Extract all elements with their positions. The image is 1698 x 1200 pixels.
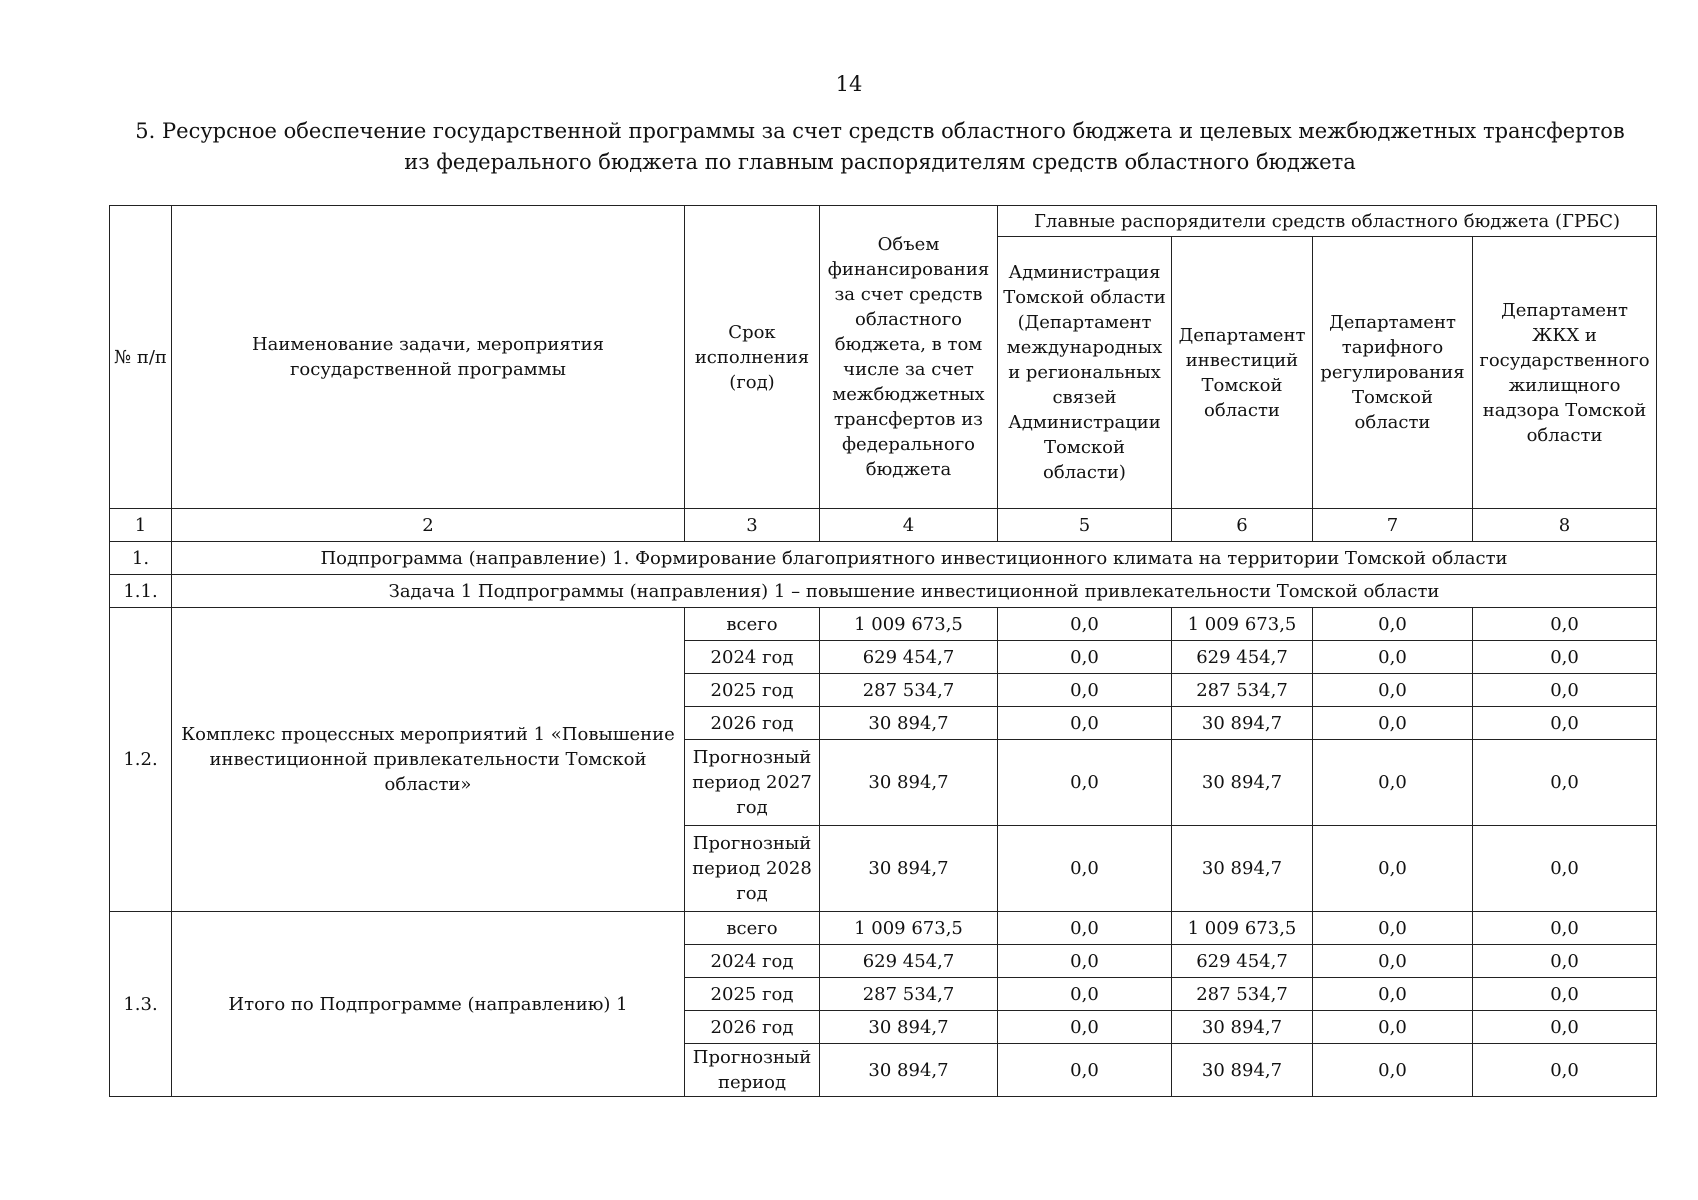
zhkh-cell: 0,0 bbox=[1473, 641, 1657, 674]
volume-cell: 287 534,7 bbox=[820, 978, 998, 1011]
admin-cell: 0,0 bbox=[998, 1044, 1172, 1097]
admin-cell: 0,0 bbox=[998, 707, 1172, 740]
zhkh-cell: 0,0 bbox=[1473, 978, 1657, 1011]
tariff-cell: 0,0 bbox=[1313, 641, 1473, 674]
page-number: 14 bbox=[835, 72, 863, 96]
volume-cell: 30 894,7 bbox=[820, 826, 998, 912]
invest-cell: 629 454,7 bbox=[1172, 945, 1313, 978]
volume-cell: 629 454,7 bbox=[820, 945, 998, 978]
volume-cell: 30 894,7 bbox=[820, 707, 998, 740]
invest-cell: 1 009 673,5 bbox=[1172, 608, 1313, 641]
invest-cell: 30 894,7 bbox=[1172, 826, 1313, 912]
header-volume: Объем финансирования за счет средств областного бюджета, в том числе за счет межбюджетных трансфертов из федерального бюджета bbox=[820, 206, 998, 509]
term-cell: Прогнозный период bbox=[685, 1044, 820, 1097]
volume-cell: 30 894,7 bbox=[820, 1011, 998, 1044]
title-line-1: 5. Ресурсное обеспечение государственной программы за счет средств областного бюджета и целевых межбюджетных трансфертов bbox=[135, 119, 1625, 143]
header-admin: Администрация Томской области (Департамент международных и региональных связей Администрации Томской области) bbox=[998, 237, 1172, 509]
block-num: 1.3. bbox=[110, 912, 172, 1097]
invest-cell: 30 894,7 bbox=[1172, 740, 1313, 826]
term-cell: 2026 год bbox=[685, 1011, 820, 1044]
header-grbs: Главные распорядители средств областного бюджета (ГРБС) bbox=[998, 206, 1657, 237]
header-dep-invest: Департамент инвестиций Томской области bbox=[1172, 237, 1313, 509]
zhkh-cell: 0,0 bbox=[1473, 674, 1657, 707]
term-cell: Прогнозный период 2028 год bbox=[685, 826, 820, 912]
admin-cell: 0,0 bbox=[998, 912, 1172, 945]
term-cell: всего bbox=[685, 912, 820, 945]
tariff-cell: 0,0 bbox=[1313, 826, 1473, 912]
tariff-cell: 0,0 bbox=[1313, 912, 1473, 945]
tariff-cell: 0,0 bbox=[1313, 707, 1473, 740]
tariff-cell: 0,0 bbox=[1313, 608, 1473, 641]
volume-cell: 1 009 673,5 bbox=[820, 608, 998, 641]
admin-cell: 0,0 bbox=[998, 740, 1172, 826]
tariff-cell: 0,0 bbox=[1313, 945, 1473, 978]
header-num: № п/п bbox=[110, 206, 172, 509]
column-number: 3 bbox=[685, 509, 820, 542]
block-num: 1.2. bbox=[110, 608, 172, 912]
tariff-cell: 0,0 bbox=[1313, 1011, 1473, 1044]
zhkh-cell: 0,0 bbox=[1473, 1044, 1657, 1097]
column-number: 4 bbox=[820, 509, 998, 542]
volume-cell: 287 534,7 bbox=[820, 674, 998, 707]
zhkh-cell: 0,0 bbox=[1473, 707, 1657, 740]
column-number: 7 bbox=[1313, 509, 1473, 542]
section-num: 1. bbox=[110, 542, 172, 575]
term-cell: 2025 год bbox=[685, 674, 820, 707]
admin-cell: 0,0 bbox=[998, 608, 1172, 641]
admin-cell: 0,0 bbox=[998, 978, 1172, 1011]
zhkh-cell: 0,0 bbox=[1473, 945, 1657, 978]
term-cell: всего bbox=[685, 608, 820, 641]
invest-cell: 30 894,7 bbox=[1172, 1011, 1313, 1044]
term-cell: 2024 год bbox=[685, 945, 820, 978]
tariff-cell: 0,0 bbox=[1313, 740, 1473, 826]
column-number: 1 bbox=[110, 509, 172, 542]
header-term: Срок исполнения (год) bbox=[685, 206, 820, 509]
invest-cell: 287 534,7 bbox=[1172, 674, 1313, 707]
section-num: 1.1. bbox=[110, 575, 172, 608]
volume-cell: 30 894,7 bbox=[820, 740, 998, 826]
tariff-cell: 0,0 bbox=[1313, 674, 1473, 707]
header-dep-zhkh: Департамент ЖКХ и государственного жилищного надзора Томской области bbox=[1473, 237, 1657, 509]
invest-cell: 629 454,7 bbox=[1172, 641, 1313, 674]
column-number: 6 bbox=[1172, 509, 1313, 542]
zhkh-cell: 0,0 bbox=[1473, 608, 1657, 641]
volume-cell: 629 454,7 bbox=[820, 641, 998, 674]
admin-cell: 0,0 bbox=[998, 945, 1172, 978]
admin-cell: 0,0 bbox=[998, 641, 1172, 674]
zhkh-cell: 0,0 bbox=[1473, 826, 1657, 912]
header-name: Наименование задачи, мероприятия государственной программы bbox=[172, 206, 685, 509]
zhkh-cell: 0,0 bbox=[1473, 912, 1657, 945]
term-cell: Прогнозный период 2027 год bbox=[685, 740, 820, 826]
column-number: 8 bbox=[1473, 509, 1657, 542]
invest-cell: 30 894,7 bbox=[1172, 707, 1313, 740]
term-cell: 2025 год bbox=[685, 978, 820, 1011]
admin-cell: 0,0 bbox=[998, 1011, 1172, 1044]
term-cell: 2024 год bbox=[685, 641, 820, 674]
term-cell: 2026 год bbox=[685, 707, 820, 740]
document-title bbox=[80, 116, 1680, 178]
title-line-2: из федерального бюджета по главным распорядителям средств областного бюджета bbox=[404, 150, 1356, 174]
tariff-cell: 0,0 bbox=[1313, 1044, 1473, 1097]
column-number: 2 bbox=[172, 509, 685, 542]
block-name: Итого по Подпрограмме (направлению) 1 bbox=[172, 912, 685, 1097]
block-name: Комплекс процессных мероприятий 1 «Повышение инвестиционной привлекательности Томской области» bbox=[172, 608, 685, 912]
resource-table bbox=[109, 205, 1657, 1097]
volume-cell: 1 009 673,5 bbox=[820, 912, 998, 945]
header-dep-tariff: Департамент тарифного регулирования Томской области bbox=[1313, 237, 1473, 509]
tariff-cell: 0,0 bbox=[1313, 978, 1473, 1011]
column-number: 5 bbox=[998, 509, 1172, 542]
invest-cell: 287 534,7 bbox=[1172, 978, 1313, 1011]
section-title: Задача 1 Подпрограммы (направления) 1 – повышение инвестиционной привлекательности Томской области bbox=[172, 575, 1657, 608]
section-title: Подпрограмма (направление) 1. Формирование благоприятного инвестиционного климата на территории Томской области bbox=[172, 542, 1657, 575]
zhkh-cell: 0,0 bbox=[1473, 740, 1657, 826]
volume-cell: 30 894,7 bbox=[820, 1044, 998, 1097]
admin-cell: 0,0 bbox=[998, 826, 1172, 912]
invest-cell: 30 894,7 bbox=[1172, 1044, 1313, 1097]
zhkh-cell: 0,0 bbox=[1473, 1011, 1657, 1044]
invest-cell: 1 009 673,5 bbox=[1172, 912, 1313, 945]
admin-cell: 0,0 bbox=[998, 674, 1172, 707]
